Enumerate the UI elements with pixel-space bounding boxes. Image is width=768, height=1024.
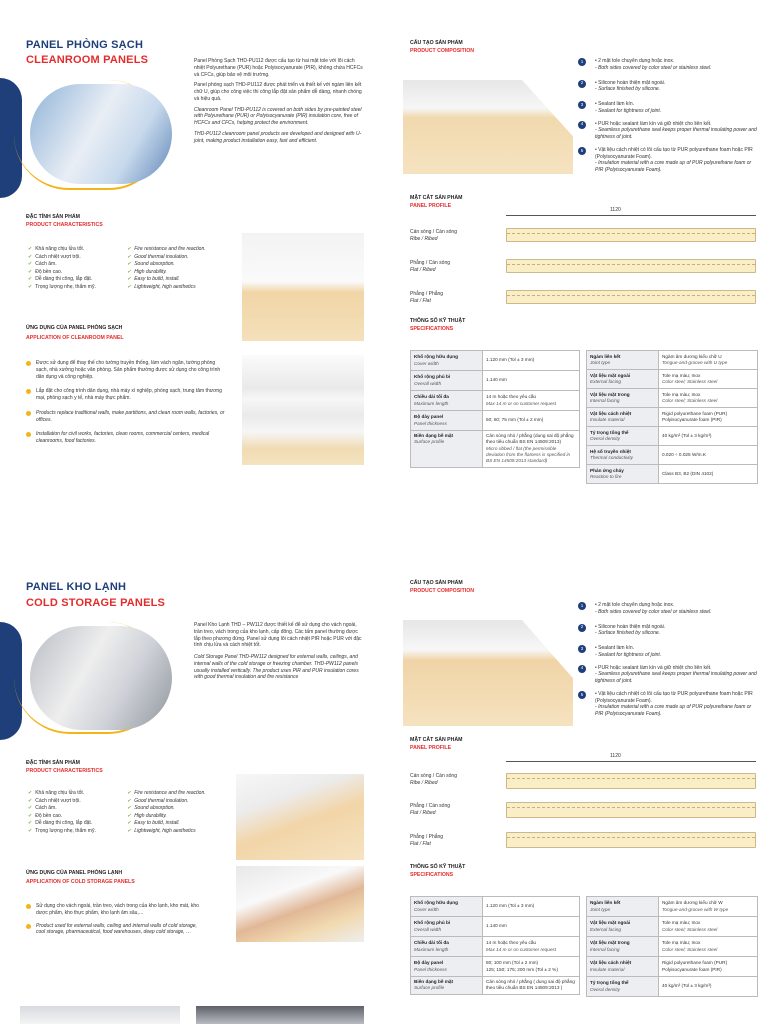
profile-flat-ribed xyxy=(506,802,756,818)
check-icon: ✔ xyxy=(127,268,132,275)
number-badge-3: 3 xyxy=(578,645,586,653)
char-item: ✔ Good thermal insulation. xyxy=(127,797,189,804)
app-heading-vi: ỨNG DỤNG CỦA PANEL PHÒNG LẠNH xyxy=(26,870,123,876)
char-item: ✔ Sound absorption. xyxy=(127,261,175,268)
intro-vi-1: Panel Phòng Sạch THD-PU112 được cấu tạo từ hai mặt tole với lõi cách nhiệt Polyurethane (PUR) hoặc Polyisocyanurate (PIR), không chứa HCFCs và CFCs, giúp bảo vệ môi trường. xyxy=(194,58,363,78)
panel-sample-photo-2 xyxy=(242,355,364,465)
cold-room-photo-1 xyxy=(20,1006,180,1024)
cold-title-vi: PANEL KHO LẠNH xyxy=(26,581,127,593)
intro-en: Cold Storage Panel THD-PW112 designed for external walls, ceilings, and internal walls of the cold storage or freezing chamber. THD-PW112 panels usually installed vertically. The product uses PIR and PUR insulation cores with good thermal insulation and fire resistance xyxy=(194,654,359,681)
check-icon: ✔ xyxy=(28,797,33,804)
table-row: Vật liệu mặt ngoài External facing Tole mạ màu; Inox Color steel; Stainless steel xyxy=(587,917,758,937)
check-icon: ✔ xyxy=(127,276,132,283)
profile-label-2: Phẳng / Cán sóng Flat / Ribed xyxy=(410,260,451,273)
intro-vi-2: Panel phòng sạch THD-PU112 được phát triển và thiết kế với ngàm liên kết chữ U, giúp cho công việc thi công lắp đặt sản phẩm dễ dàng, nhanh chóng và hiệu quả. xyxy=(194,82,362,102)
char-item: ✔ Độ bền cao. xyxy=(28,268,63,275)
char-heading-vi: ĐẶC TÍNH SẢN PHẨM xyxy=(26,760,80,766)
profile-label-3: Phẳng / Phẳng Flat / Flat xyxy=(410,834,444,847)
profile-heading-vi: MẶT CẮT SẢN PHẨM xyxy=(410,737,463,743)
sun-bullet-icon xyxy=(26,924,31,929)
profile-heading-en: PANEL PROFILE xyxy=(410,745,452,751)
app-item: Được sử dụng để thay thế cho tường truyền thống, làm vách ngăn, tường phòng sạch, nhà xưởng hoặc văn phòng. Sản phẩm thường được sử dụng cho công trình dân dụng và công nghiệp. xyxy=(26,360,226,380)
comp-item: 3 • Sealant làm kín. - Sealant for tightness of joint. xyxy=(578,101,758,115)
profile-flat-flat xyxy=(506,832,756,848)
check-icon: ✔ xyxy=(127,805,132,812)
cold-title-en: COLD STORAGE PANELS xyxy=(26,597,166,609)
char-item: ✔ Khả năng chịu lửa tốt. xyxy=(28,790,85,797)
char-item: ✔ High durability. xyxy=(127,812,167,819)
table-row: Khổ rộng hữu dụng Cover width 1.120 mm (Tol ± 3 mm) xyxy=(411,897,580,917)
number-badge-5: 5 xyxy=(578,691,586,699)
profile-dimension-line xyxy=(506,215,756,216)
cold-intro xyxy=(194,622,364,681)
profile-label-1: Cán sóng / Cán sóng Ribe / Ribed xyxy=(410,229,457,242)
profile-flat-ribed xyxy=(506,259,756,273)
cold-storage-photo xyxy=(30,626,172,730)
check-icon: ✔ xyxy=(28,276,33,283)
profile-ribe-ribed xyxy=(506,228,756,242)
char-list-vi xyxy=(28,790,124,835)
table-row: Độ dày panel Panel thickness 80; 100 mm (Tol ± 2 mm) 125; 150; 175; 200 mm (Tol ± 2 %) xyxy=(411,957,580,977)
char-item: ✔ Trọng lượng nhẹ, thẩm mỹ. xyxy=(28,827,96,834)
number-badge-2: 2 xyxy=(578,80,586,88)
char-item: ✔ Dễ dàng thi công, lắp đặt. xyxy=(28,820,93,827)
spec-heading-vi: THÔNG SỐ KỸ THUẬT xyxy=(410,864,466,870)
profile-heading-vi: MẶT CẮT SẢN PHẨM xyxy=(410,195,463,201)
comp-item: 4 • PUR hoặc sealant làm kín và giữ nhiệt cho liên kết. - Seamless polyurethane seal keeps proper thermal insulating power and tightness of joint. xyxy=(578,665,758,685)
profile-dimension-line xyxy=(506,761,756,762)
check-icon: ✔ xyxy=(127,246,132,253)
comp-item: 4 • PUR hoặc sealant làm kín và giữ nhiệt cho liên kết. - Seamless polyurethane seal keeps proper thermal insulating power and tightness of joint. xyxy=(578,121,758,141)
char-item: ✔ Easy to build, install. xyxy=(127,276,180,283)
number-badge-2: 2 xyxy=(578,624,586,632)
number-badge-4: 4 xyxy=(578,665,586,673)
char-item: ✔ Dễ dàng thi công, lắp đặt. xyxy=(28,276,93,283)
table-row: Chiều dài tối đa Maximum length 14 m hoặc theo yêu cầu Max 14 m or on customer request xyxy=(411,937,580,957)
char-item: ✔ Good thermal insulation. xyxy=(127,253,189,260)
app-list xyxy=(26,360,226,450)
profile-flat-flat xyxy=(506,290,756,304)
check-icon: ✔ xyxy=(28,790,33,797)
app-item: Product used for external walls, ceiling and internal walls of cold storage, cool storage, pharmaceutical, food warehouses, deep cold storage, … xyxy=(26,923,206,937)
table-row: Khổ rộng phủ bì Overall width 1.140 mm xyxy=(411,371,580,391)
cleanroom-title-en: CLEANROOM PANELS xyxy=(26,54,149,66)
char-item: ✔ Cách nhiệt vượt trội. xyxy=(28,253,81,260)
spec-table-left xyxy=(410,896,580,995)
check-icon: ✔ xyxy=(127,283,132,290)
intro-en-1: Cleanroom Panel THD-PU112 is covered on both sides by pre-painted steel with Polyurethane (PUR) or Polyisocyanurate (PIR) insulation core, free of HCFCs and CFCs, helping protect the environment. xyxy=(194,106,362,126)
check-icon: ✔ xyxy=(28,261,33,268)
check-icon: ✔ xyxy=(127,261,132,268)
profile-label-1: Cán sóng / Cán sóng Ribe / Ribed xyxy=(410,773,457,786)
spec-table-right xyxy=(586,350,758,484)
cleanroom-photo xyxy=(30,84,172,184)
number-badge-1: 1 xyxy=(578,58,586,66)
comp-heading-en: PRODUCT COMPOSITION xyxy=(410,48,474,54)
app-list xyxy=(26,903,206,941)
char-item: ✔ Cách âm. xyxy=(28,805,57,812)
char-item: ✔ Trọng lượng nhẹ, thẩm mỹ. xyxy=(28,283,96,290)
char-item: ✔ High durability. xyxy=(127,268,167,275)
sun-bullet-icon xyxy=(26,389,31,394)
comp-item: 2 • Silicone hoàn thiện mặt ngoài. - Surface finished by silicone. xyxy=(578,80,758,94)
cold-room-photo-2 xyxy=(196,1006,364,1024)
number-badge-1: 1 xyxy=(578,602,586,610)
intro-en-2: THD-PU112 cleanroom panel products are developed and designed with U-joint, making product installation easy, fast and efficient. xyxy=(194,130,362,144)
profile-label-2: Phẳng / Cán sóng Flat / Ribed xyxy=(410,803,451,816)
number-badge-3: 3 xyxy=(578,101,586,109)
spec-heading-en: SPECIFICATIONS xyxy=(410,326,454,332)
check-icon: ✔ xyxy=(127,812,132,819)
comp-heading-en: PRODUCT COMPOSITION xyxy=(410,588,474,594)
char-heading-vi: ĐẶC TÍNH SẢN PHẨM xyxy=(26,214,80,220)
table-row: Vật liệu mặt ngoài External facing Tole mạ màu; Inox Color steel; Stainless steel xyxy=(587,370,758,389)
sun-bullet-icon xyxy=(26,361,31,366)
number-badge-5: 5 xyxy=(578,147,586,155)
char-item: ✔ Cách nhiệt vượt trội. xyxy=(28,797,81,804)
comp-list xyxy=(578,58,758,178)
spec-heading-vi: THÔNG SỐ KỸ THUẬT xyxy=(410,318,466,324)
char-item: ✔ Khả năng chịu lửa tốt. xyxy=(28,246,85,253)
panel-sample-photo-2 xyxy=(236,866,364,942)
check-icon: ✔ xyxy=(28,827,33,834)
panel-sample-photo-1 xyxy=(242,233,364,341)
panel-sample-photo-1 xyxy=(236,774,364,860)
comp-item: 1 • 2 mặt tole chuyên dụng hoặc inox. - Both sides covered by color steel or stainless steel. xyxy=(578,58,758,72)
check-icon: ✔ xyxy=(28,812,33,819)
char-item: ✔ Độ bền cao. xyxy=(28,812,63,819)
table-row: Khổ rộng phủ bì Overall width 1.140 mm xyxy=(411,917,580,937)
comp-heading-vi: CẤU TẠO SẢN PHẨM xyxy=(410,40,463,46)
comp-item: 2 • Silicone hoàn thiện mặt ngoài. - Surface finished by silicone. xyxy=(578,624,758,638)
char-item: ✔ Lightweight, high aesthetics xyxy=(127,283,196,290)
char-item: ✔ Lightweight, high aesthetics xyxy=(127,827,196,834)
check-icon: ✔ xyxy=(28,253,33,260)
sun-bullet-icon xyxy=(26,904,31,909)
char-item: ✔ Cách âm. xyxy=(28,261,57,268)
app-item: Products replace traditional walls, make partitions, and clean room walls, factories, or offices. xyxy=(26,410,226,424)
check-icon: ✔ xyxy=(28,820,33,827)
char-heading-en: PRODUCT CHARACTERISTICS xyxy=(26,768,103,774)
table-row: Vật liệu cách nhiệt Insulate material Rigid polyurethane foam (PUR) Polyisocyanurate foam (PIR) xyxy=(587,408,758,427)
check-icon: ✔ xyxy=(28,268,33,275)
sun-bullet-icon xyxy=(26,411,31,416)
table-row: Độ dày panel Panel thickness 50; 60; 75 mm (Tol ± 2 mm) xyxy=(411,411,580,431)
char-item: ✔ Sound absorption. xyxy=(127,805,175,812)
check-icon: ✔ xyxy=(127,797,132,804)
table-row: Hệ số truyền nhiệt Thermal conductivity 0.020 ÷ 0.025 W/m.K xyxy=(587,446,758,465)
spec-heading-en: SPECIFICATIONS xyxy=(410,872,454,878)
profile-label-3: Phẳng / Phẳng Flat / Flat xyxy=(410,291,444,304)
table-row: Biên dạng bề mặt Surface profile Cán sóng nhỏ / phẳng (dung sai độ phẳng theo tiêu chuẩn BS EN 14509:2013) Micro ribbed / flat (the permissible deviation from the flatness is specified in BS EN 14509:2013 standard) xyxy=(411,431,580,468)
number-badge-4: 4 xyxy=(578,121,586,129)
spec-table-right xyxy=(586,896,758,997)
profile-heading-en: PANEL PROFILE xyxy=(410,203,452,209)
comp-item: 1 • 2 mặt tole chuyên dụng hoặc inox. - Both sides covered by color steel or stainless steel. xyxy=(578,602,758,616)
app-heading-en: APPLICATION OF COLD STORAGE PANELS xyxy=(26,879,135,885)
app-heading-en: APPLICATION OF CLEANROOM PANEL xyxy=(26,335,124,341)
check-icon: ✔ xyxy=(127,827,132,834)
comp-item: 5 • Vật liệu cách nhiệt có lõi cấu tạo từ PUR polyurethane foam hoặc PIR (Polyisocyanurate Foam). - Insulation material with a core made up of PUR polyurethane foam or PIR (Polyisocyanurate Foam). xyxy=(578,691,758,718)
table-row: Ngàm liên kết Joint type Ngàm âm dương kiểu chữ W Tongue-and-groove with W type xyxy=(587,897,758,917)
comp-heading-vi: CẤU TẠO SẢN PHẨM xyxy=(410,580,463,586)
profile-width-label: 1120 xyxy=(610,207,621,213)
table-row: Chiều dài tối đa Maximum length 14 m hoặc theo yêu cầu Max 14 m or on customer request xyxy=(411,391,580,411)
char-item: ✔ Fire resistance and fire reaction. xyxy=(127,246,206,253)
app-item: Sử dụng cho vách ngoài, trần treo, vách trong của kho lạnh, kho mát, kho dược phẩm, kho thực phẩm, kho lạnh âm sâu,… xyxy=(26,903,206,917)
char-heading-en: PRODUCT CHARACTERISTICS xyxy=(26,222,103,228)
sun-bullet-icon xyxy=(26,432,31,437)
check-icon: ✔ xyxy=(127,820,132,827)
table-row: Khổ rộng hữu dụng Cover width 1.120 mm (Tol ± 3 mm) xyxy=(411,351,580,371)
char-list-en xyxy=(127,246,237,291)
cleanroom-intro xyxy=(194,58,364,144)
check-icon: ✔ xyxy=(28,283,33,290)
spec-table-left xyxy=(410,350,580,468)
table-row: Phản ứng cháy Reaction to fire Class B3, B2 (DIN 4102) xyxy=(587,465,758,484)
table-row: Tỷ trọng tổng thể Overal density 40 kg/m³ (Tol ± 3 kg/m³) xyxy=(587,427,758,446)
table-row: Ngàm liên kết Joint type Ngàm âm dương kiểu chữ U Tongue-and-groove with U type xyxy=(587,351,758,370)
composition-render xyxy=(403,620,573,726)
table-row: Vật liệu mặt trong Internal facing Tole mạ màu; Inox Color steel; Stainless steel xyxy=(587,937,758,957)
table-row: Tỷ trọng tổng thể Overal density 40 kg/m³ (Tol ± 3 kg/m³) xyxy=(587,977,758,997)
profile-ribe-ribed xyxy=(506,773,756,789)
check-icon: ✔ xyxy=(127,790,132,797)
cleanroom-title-vi: PANEL PHÒNG SẠCH xyxy=(26,39,144,51)
table-row: Biên dạng bề mặt Surface profile Cán sóng nhỏ / phẳng ( dung sai độ phẳng theo tiêu chuẩn BS EN 14509:2013 ) xyxy=(411,977,580,995)
char-list-vi xyxy=(28,246,124,291)
char-item: ✔ Easy to build, install. xyxy=(127,820,180,827)
composition-render xyxy=(403,80,573,174)
check-icon: ✔ xyxy=(127,253,132,260)
profile-width-label: 1120 xyxy=(610,753,621,759)
intro-vi: Panel Kho Lạnh THD – PW112 được thiết kế để sử dụng cho vách ngoài, trần treo, vách trong của kho lạnh, cấp đông. Các tấm panel thường được lắp theo phương đứng. Panel sử dụng lõi cách nhiệt PIR hoặc PUR với đặc tính chịu lửa và cách nhiệt tốt. xyxy=(194,622,362,649)
check-icon: ✔ xyxy=(28,246,33,253)
app-item: Lắp đặt cho công trình dân dụng, nhà máy xí nghiệp, phòng sạch, trung tâm thương mại, phòng sạch y tế, nhà máy thực phẩm. xyxy=(26,388,226,402)
table-row: Vật liệu cách nhiệt Insulate material Rigid polyurethane foam (PUR) Polyisocyanurate foam (PIR) xyxy=(587,957,758,977)
char-item: ✔ Fire resistance and fire reaction. xyxy=(127,790,206,797)
char-list-en xyxy=(127,790,237,835)
check-icon: ✔ xyxy=(28,805,33,812)
comp-list xyxy=(578,602,758,722)
app-item: Installation for civil works, factories, clean rooms, commercial centers, medical cleanrooms, food factories. xyxy=(26,431,226,445)
table-row: Vật liệu mặt trong Internal facing Tole mạ màu; Inox Color steel; Stainless steel xyxy=(587,389,758,408)
app-heading-vi: ỨNG DỤNG CỦA PANEL PHÒNG SẠCH xyxy=(26,325,123,331)
comp-item: 3 • Sealant làm kín. - Sealant for tightness of joint. xyxy=(578,645,758,659)
comp-item: 5 • Vật liệu cách nhiệt có lõi cấu tạo từ PUR polyurethane foam hoặc PIR (Polyisocyanurate Foam). - Insulation material with a core made up of PUR polyurethane foam or PIR (Polyisocyanurate Foam). xyxy=(578,147,758,174)
